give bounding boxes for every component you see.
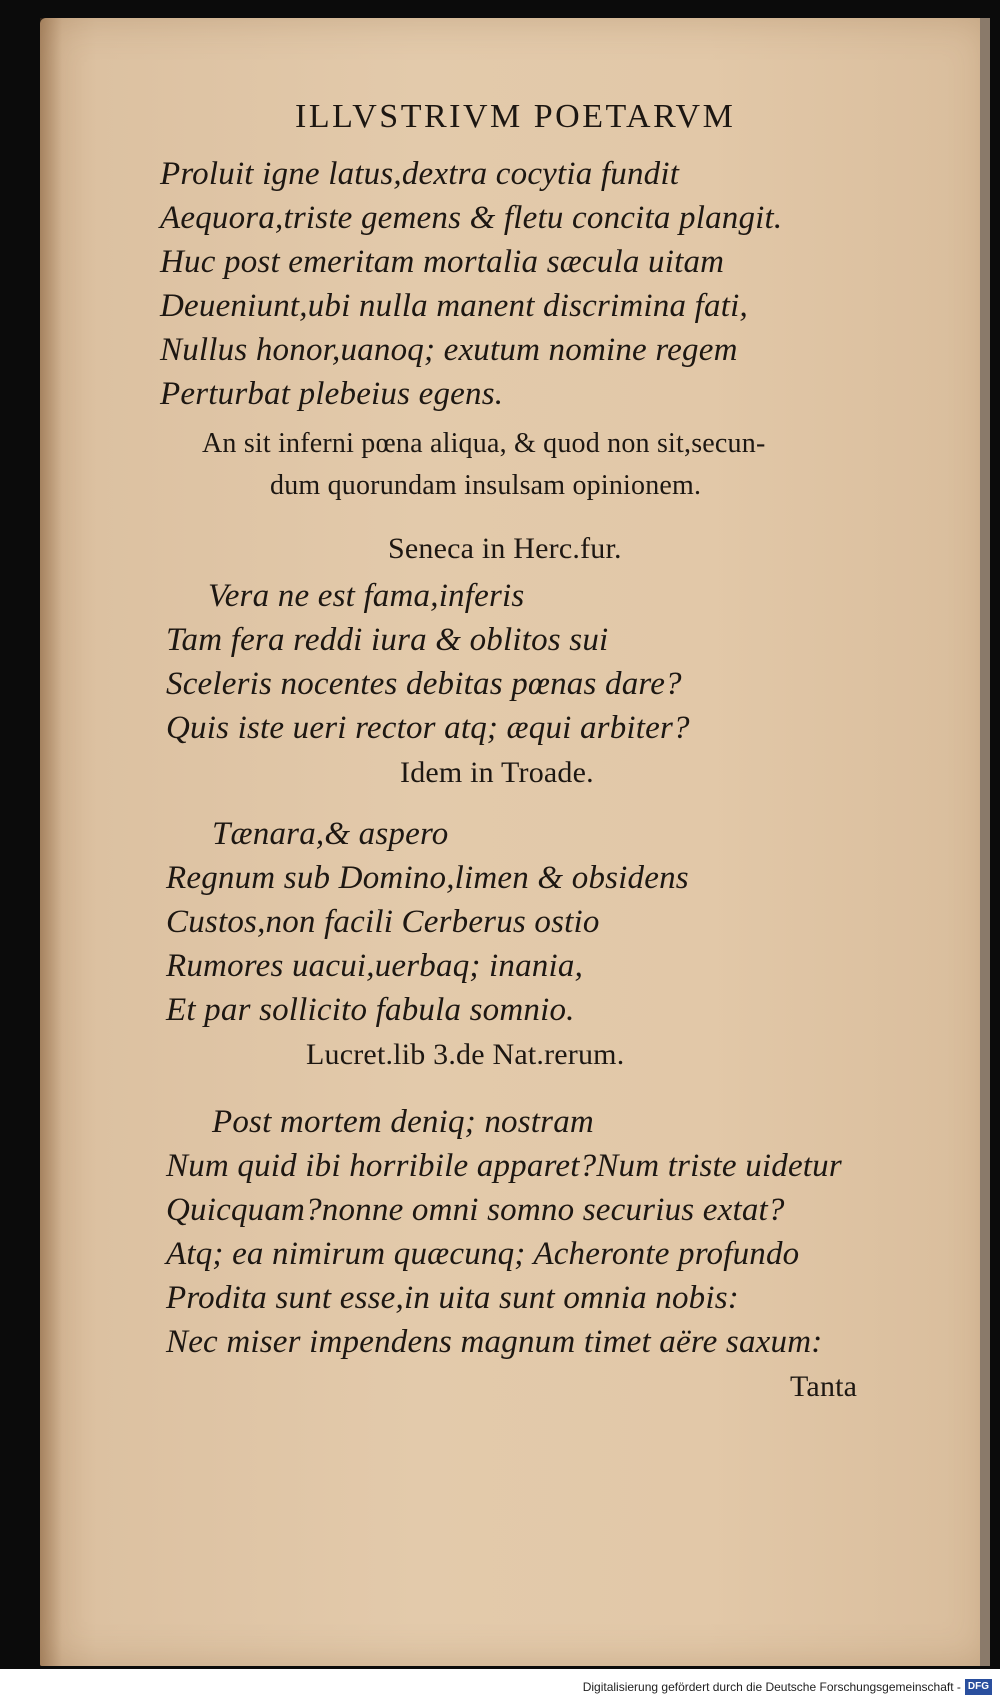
verse-line: Perturbat plebeius egens. bbox=[160, 376, 504, 412]
section-heading: An sit inferni pœna aliqua, & quod non sit,secun- bbox=[202, 428, 766, 459]
verse-line: Quis iste ueri rector atq; æqui arbiter? bbox=[166, 710, 690, 746]
verse-line: Custos,non facili Cerberus ostio bbox=[166, 904, 600, 940]
verse-line: Num quid ibi horribile apparet?Num triste uidetur bbox=[166, 1148, 842, 1184]
page-edge bbox=[980, 18, 990, 1666]
digitization-credit bbox=[583, 1679, 992, 1695]
verse-line: Et par sollicito fabula somnio. bbox=[166, 992, 575, 1028]
verse-line: Aequora,triste gemens & fletu concita plangit. bbox=[160, 200, 783, 236]
verse-line: Proluit igne latus,dextra cocytia fundit bbox=[160, 156, 680, 192]
verse-line: Rumores uacui,uerbaq; inania, bbox=[166, 948, 584, 984]
running-header: ILLVSTRIVM POETARVM bbox=[295, 98, 736, 135]
verse-line: Huc post emeritam mortalia sæcula uitam bbox=[160, 244, 725, 280]
catchword: Tanta bbox=[790, 1370, 858, 1403]
dfg-logo-icon: DFG bbox=[965, 1679, 992, 1695]
verse-line: Post mortem deniq; nostram bbox=[212, 1104, 594, 1140]
book-page bbox=[40, 18, 990, 1666]
verse-line: Tam fera reddi iura & oblitos sui bbox=[166, 622, 609, 658]
verse-line: Prodita sunt esse,in uita sunt omnia nobis: bbox=[166, 1280, 739, 1316]
verse-line: Sceleris nocentes debitas pœnas dare? bbox=[166, 666, 682, 702]
footer-bar bbox=[0, 1669, 1000, 1703]
source-citation: Seneca in Herc.fur. bbox=[388, 532, 622, 565]
verse-line: Quicquam?nonne omni somno securius extat? bbox=[166, 1192, 785, 1228]
verse-line: Nullus honor,uanoq; exutum nomine regem bbox=[160, 332, 738, 368]
verse-line: Atq; ea nimirum quæcunq; Acheronte profundo bbox=[166, 1236, 800, 1272]
verse-line: Nec miser impendens magnum timet aëre saxum: bbox=[166, 1324, 823, 1360]
verse-line: Regnum sub Domino,limen & obsidens bbox=[166, 860, 689, 896]
source-citation: Lucret.lib 3.de Nat.rerum. bbox=[306, 1038, 625, 1071]
verse-line: Deueniunt,ubi nulla manent discrimina fati, bbox=[160, 288, 748, 324]
credit-text: Digitalisierung gefördert durch die Deutsche Forschungsgemeinschaft - bbox=[582, 1680, 961, 1694]
section-heading: dum quorundam insulsam opinionem. bbox=[270, 470, 702, 501]
verse-line: Tænara,& aspero bbox=[212, 816, 449, 852]
verse-line: Vera ne est fama,inferis bbox=[208, 578, 525, 614]
source-citation: Idem in Troade. bbox=[400, 756, 594, 789]
